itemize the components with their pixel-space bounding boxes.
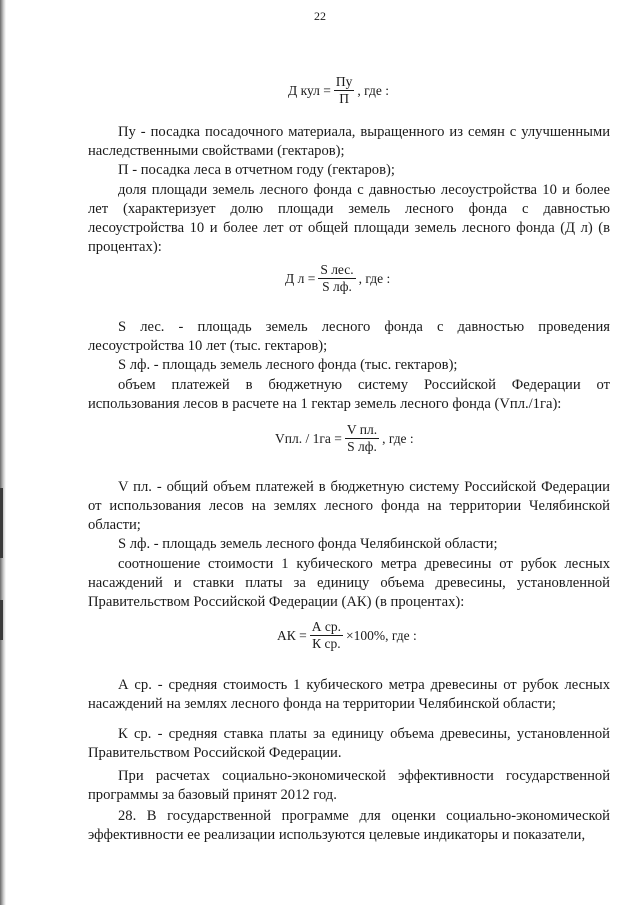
- paragraph-sles: S лес. - площадь земель лесного фонда с давностью проведения лесоустройства 10 лет (тыс. гектаров);: [88, 319, 610, 354]
- formula-tail: , где :: [358, 270, 391, 286]
- scan-edge-mark: [0, 600, 3, 640]
- paragraph-raschet: При расчетах социально-экономической эффективности государственной программы за базовый принят 2012 год.: [88, 768, 610, 803]
- paragraph-slf: S лф. - площадь земель лесного фонда (тыс. гектаров);: [118, 357, 458, 373]
- formula-ak: [277, 619, 417, 652]
- formula-denominator: К ср.: [312, 636, 341, 651]
- formula-fraction: [318, 262, 355, 295]
- formula-lhs: Д кул =: [288, 82, 331, 98]
- formula-fraction: [310, 619, 343, 652]
- formula-v: [275, 422, 414, 455]
- scan-edge-shadow: [0, 0, 6, 905]
- formula-numerator: S лес.: [320, 262, 354, 277]
- formula-lhs: Vпл. / 1га =: [275, 430, 342, 446]
- formula-dl: [285, 262, 390, 295]
- formula-lhs: АК =: [277, 627, 307, 643]
- page-number: 22: [314, 9, 326, 23]
- formula-denominator: S лф.: [322, 279, 352, 294]
- paragraph-pu: Пу - посадка посадочного материала, выращенного из семян с улучшенными наследственными свойствами (гектаров);: [88, 124, 610, 159]
- formula-tail: , где :: [382, 430, 414, 446]
- formula-numerator: А ср.: [311, 619, 341, 634]
- paragraph-slf-chel: S лф. - площадь земель лесного фонда Челябинской области;: [118, 536, 498, 552]
- formula-dkul: [288, 74, 389, 107]
- paragraph-ksr: К ср. - средняя ставка платы за единицу объема древесины, установленной Правительством Российской Федерации.: [88, 726, 610, 761]
- paragraph-vpl: V пл. - общий объем платежей в бюджетную систему Российской Федерации от использования лесов на землях лесного фонда на территории Челябинской области;: [88, 479, 610, 533]
- formula-tail: ×100%, где :: [346, 627, 417, 643]
- formula-numerator: V пл.: [346, 422, 378, 437]
- formula-denominator: П: [339, 91, 349, 106]
- paragraph-dolya: доля площади земель лесного фонда с давностью лесоустройства 10 и более лет (характеризует долю площади земель лесного фонда с давностью лесоустройства 10 и более лет от общей площади земель лесного фонда (Д л) (в процентах):: [88, 182, 610, 255]
- paragraph-sootn: соотношение стоимости 1 кубического метра древесины от рубок лесных насаждений и ставки платы за единицу объема древесины, установленной Правительством Российской Федерации (АК) (в процентах):: [88, 556, 610, 610]
- formula-fraction: [345, 422, 379, 455]
- formula-fraction: [334, 74, 355, 107]
- paragraph-obem: объем платежей в бюджетную систему Российской Федерации от использования лесов в расчете на 1 гектар земель лесного фонда (Vпл./1га):: [88, 377, 610, 412]
- formula-lhs: Д л =: [285, 270, 316, 286]
- paragraph-p: П - посадка леса в отчетном году (гектаров);: [118, 162, 395, 178]
- scan-edge-mark: [0, 488, 3, 558]
- paragraph-28: 28. В государственной программе для оценки социально-экономической эффективности ее реализации используются целевые индикаторы и показатели,: [88, 808, 610, 843]
- formula-denominator: S лф.: [347, 439, 377, 454]
- formula-tail: , где :: [357, 82, 389, 98]
- paragraph-asr: А ср. - средняя стоимость 1 кубического метра древесины от рубок лесных насаждений на землях лесного фонда на территории Челябинской области;: [88, 677, 610, 712]
- formula-numerator: Пу: [335, 74, 353, 89]
